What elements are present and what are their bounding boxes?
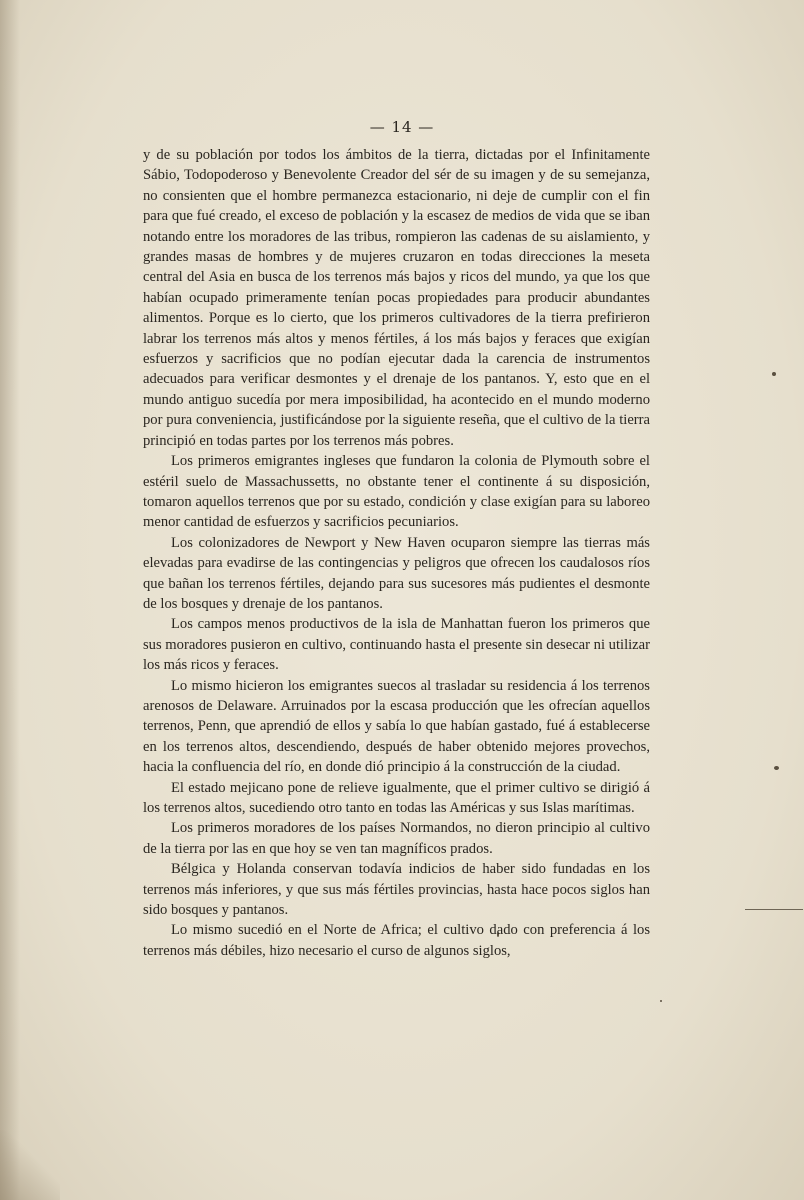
page-edge-shadow bbox=[0, 0, 20, 1200]
paragraph: Los primeros moradores de los países Normandos, no dieron principio al cultivo de la tierra por las en que hoy se ven tan magníficos prados. bbox=[143, 820, 650, 857]
page-corner-fold bbox=[0, 1130, 60, 1200]
body-text bbox=[143, 145, 650, 961]
page-number: — 14 — bbox=[369, 118, 435, 136]
paragraph: Lo mismo sucedió en el Norte de Africa; el cultivo dado con preferencia á los terrenos más débiles, hizo necesario el curso de algunos siglos, bbox=[143, 922, 650, 959]
margin-mark bbox=[745, 909, 803, 910]
paragraph: Bélgica y Holanda conservan todavía indicios de haber sido fundadas en los terrenos más inferiores, y que sus más fértiles provincias, hasta hace pocos siglos han sido bosques y pantanos. bbox=[143, 861, 650, 919]
paragraph: Los colonizadores de Newport y New Haven ocuparon siempre las tierras más elevadas para evadirse de las contingencias y peligros que ofrecen los caudalosos ríos que bañan los terrenos fértiles, dejando para sus sucesores más pudientes el desmonte de los bosques y drenaje de los pantanos. bbox=[143, 534, 650, 612]
paragraph: Lo mismo hicieron los emigrantes suecos al trasladar su residencia á los terrenos arenosos de Delaware. Arruinados por la escasa producción que les ofrecían aquellos terrenos, Penn, que aprendió de ellos y sabía lo que habían gastado, fué á establecerse en los terrenos altos, descendiendo, después de haber obtenido mejores provechos, hacia la confluencia del río, en donde dió principio á la construcción de la ciudad. bbox=[143, 677, 650, 776]
paragraph: Los primeros emigrantes ingleses que fundaron la colonia de Plymouth sobre el estéril suelo de Massachussetts, no obstante tener el continente á su disposición, tomaron aquellos terrenos que por su estado, condición y clase exigían para su laboreo menor cantidad de esfuerzos y sacrificios pecuniarios. bbox=[143, 453, 650, 531]
paragraph: El estado mejicano pone de relieve igualmente, que el primer cultivo se dirigió á los terrenos altos, sucediendo otro tanto en todas las Américas y sus Islas marítimas. bbox=[143, 779, 650, 816]
paragraph: y de su población por todos los ámbitos de la tierra, dictadas por el Infinitamente Sábio, Todopoderoso y Benevolente Creador del sér de su imagen y de su semejanza, no consienten que el hombre permanezca estacionario, ni deje de cumplir con el fin para que fué creado, el exceso de población y la escasez de medios de vida que se iban notando entre los moradores de las tribus, rompieron las cadenas de su aislamiento, y grandes masas de hombres y de mujeres cruzaron en todas direcciones la meseta central del Asia en busca de los terrenos más bajos y ricos del mundo, ya que los que habían ocupado primeramente tenían pocas propiedades para producir abundantes alimentos. Porque es lo cierto, que los primeros cultivadores de la tierra prefirieron labrar los terrenos más altos y menos fértiles, á los más bajos y feraces que exigían esfuerzos y sacrificios que no podían ejecutar dada la carencia de instrumentos adecuados para verificar desmontes y el drenaje de los pantanos. Y, esto que en el mundo antiguo sucedía por mera imposibilidad, ha acontecido en el mundo moderno por pura conveniencia, justificándose por la siguiente reseña, que el cultivo de la tierra principió en todas partes por los terrenos más pobres. bbox=[143, 147, 650, 449]
paragraph: Los campos menos productivos de la isla de Manhattan fueron los primeros que sus moradores pusieron en cultivo, continuando hasta el presente sin desecar ni utilizar los más ricos y feraces. bbox=[143, 616, 650, 674]
